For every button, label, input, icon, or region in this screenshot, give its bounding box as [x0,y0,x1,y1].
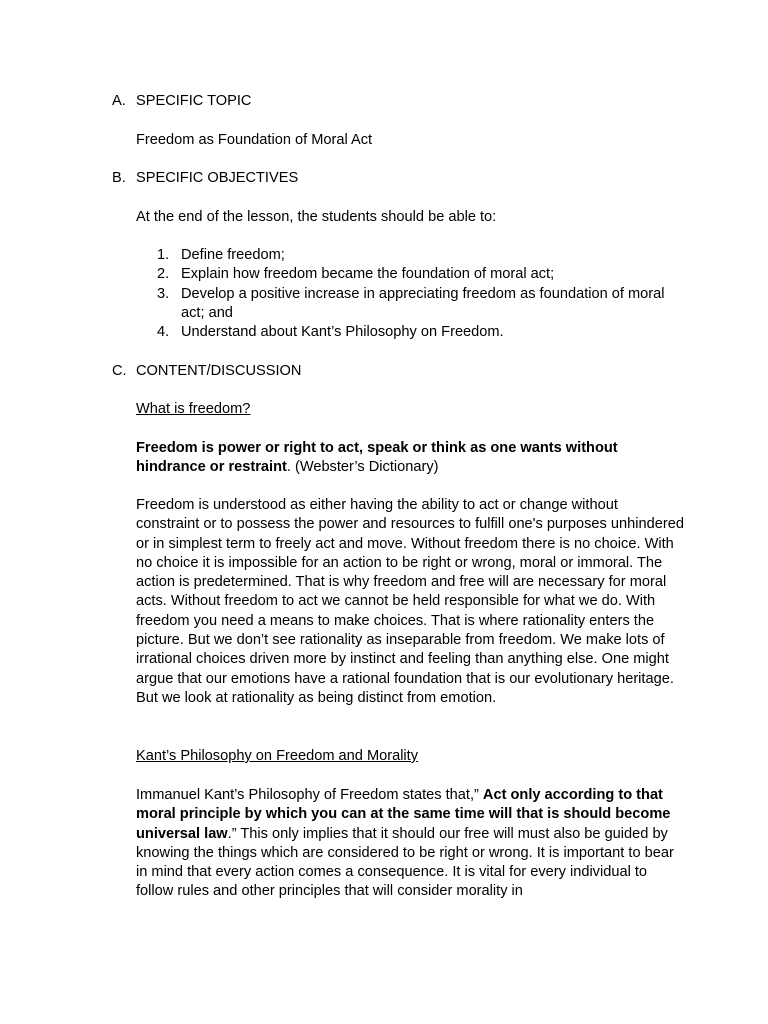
section-b-title: SPECIFIC OBJECTIVES [136,170,299,186]
kant-heading: Kant’s Philosophy on Freedom and Morality [136,748,419,764]
section-a-letter: A. [112,93,126,109]
kant-rest: .” This only implies that it should our free will must also be guided by knowing the things which are considered to be right or wrong. It is important to bear in mind that every action comes a consequence. It is vital for every individual to follow rules and other principles that will consider morality in [136,825,674,900]
list-item-number: 2. [157,266,170,283]
definition-bold: Freedom is power or right to act, speak or think as one wants without hindrance or restraint [136,440,618,476]
kant-quote: Act only according to that moral principle by which you can at the same time will that is should become universal law [136,787,671,842]
freedom-definition [136,439,684,478]
list-item-text: Understand about Kant’s Philosophy on Freedom. [181,324,504,341]
list-item-number: 1. [157,247,170,263]
freedom-paragraph: Freedom is understood as either having the ability to act or change without constraint or to possess the power and resources to fulfill one's purposes unhindered or in simplest term to freely act and move. Without freedom there is no choice. With no choice it is impossible for an action to be right or wrong, moral or immoral. The action is predetermined. That is why freedom and free will are necessary for moral acts. Without freedom to act we cannot be held responsible for what we do. With freedom you need a means to make choices. That is where rationality enters the picture. But we don’t see rationality as inseparable from freedom. We make lots of irrational choices driven more by instinct and feeling than anything else. One might argue that our emotions have a rational foundation that is our evolutionary heritage. But we look at rationality as being distinct from emotion. [136,497,684,706]
list-item-number: 3. [157,285,170,302]
list-item-text: Explain how freedom became the foundation of moral act; [181,266,555,283]
list-item [136,285,684,324]
section-b-letter: B. [112,170,126,186]
kant-paragraph [136,786,684,902]
definition-source: . (Webster’s Dictionary) [286,459,439,476]
list-item-text: Develop a positive increase in appreciating freedom as foundation of moral act; and [181,285,665,321]
list-item [136,246,684,265]
objectives-intro: At the end of the lesson, the students should be able to: [136,209,497,225]
section-c-letter: C. [112,363,127,379]
list-item [136,265,684,284]
list-item-text: Define freedom; [181,247,285,263]
list-item-number: 4. [157,324,170,341]
objectives-list [136,246,684,342]
topic-text: Freedom as Foundation of Moral Act [136,132,373,148]
list-item [136,323,684,342]
section-c-title: CONTENT/DISCUSSION [136,363,302,379]
what-is-freedom-heading: What is freedom? [136,401,251,417]
section-a-title: SPECIFIC TOPIC [136,93,252,109]
kant-intro: Immanuel Kant’s Philosophy of Freedom states that,” [136,787,483,803]
